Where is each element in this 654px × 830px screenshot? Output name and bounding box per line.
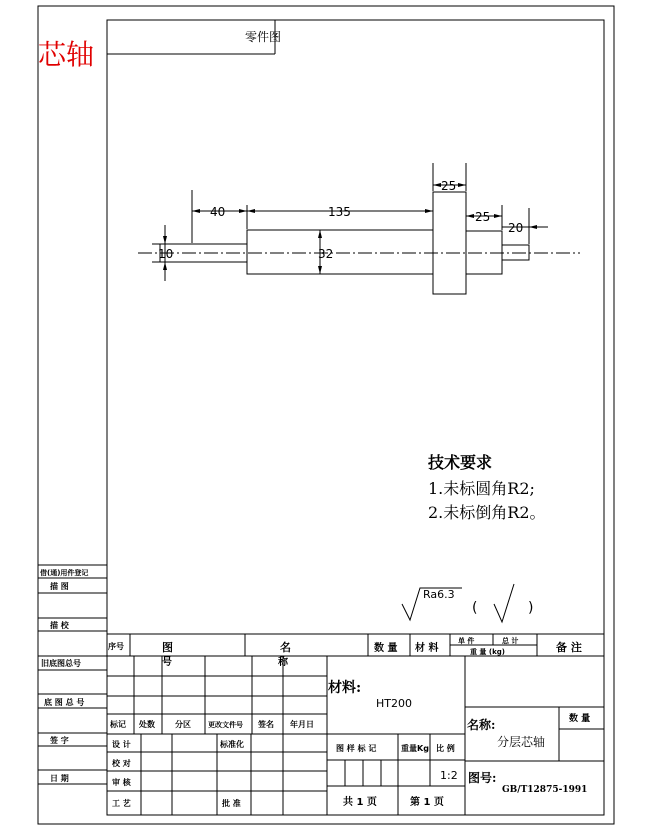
rev-doc: 更改文件号	[208, 721, 243, 729]
ph-drawing-no: 图	[162, 641, 173, 654]
ph-unit-weight: 单 件	[458, 637, 475, 645]
roughness-value: Ra6.3	[423, 588, 455, 601]
parts-header-grid	[107, 634, 604, 656]
name-value: 分层芯轴	[497, 735, 546, 749]
tb-drawing-no2: 号	[162, 657, 172, 668]
tb-review: 审 核	[112, 778, 131, 787]
ph-remark: 备 注	[556, 641, 582, 654]
tb-total-pages: 共 1 页	[343, 797, 377, 808]
tb-standardize: 标准化	[220, 740, 244, 749]
tb-weight: 重量Kg	[401, 744, 429, 753]
lc-date: 日 期	[50, 774, 69, 783]
tb-process: 工 艺	[112, 799, 131, 808]
dimension-arrows	[163, 183, 537, 274]
tb-check: 校 对	[112, 759, 131, 768]
tb-name2: 称	[278, 657, 288, 668]
ph-qty: 数 量	[374, 643, 398, 654]
rev-date: 年月日	[290, 720, 314, 729]
lc-trace-check: 描 校	[50, 621, 69, 630]
top-tag: 零件图	[245, 30, 282, 44]
roughness-paren-left: (	[472, 600, 478, 616]
drawing-no-value: GB/T12875-1991	[502, 785, 588, 795]
rev-sign: 签名	[258, 720, 274, 729]
roughness-paren-right: )	[528, 600, 534, 616]
drawing-no-label: 图号:	[468, 771, 497, 785]
ph-material: 材 料	[415, 643, 439, 654]
tb-scale-value: 1:2	[440, 769, 458, 782]
dim-135: 135	[328, 205, 351, 219]
ph-weight-label: 重 量 (kg)	[470, 648, 505, 656]
dim-25-collar: 25	[441, 179, 457, 193]
tb-qty-label: 数 量	[569, 714, 591, 724]
lc-trace: 描 图	[50, 582, 69, 591]
lc-old-base: 旧底图总号	[41, 659, 81, 668]
tech-line-2: 2.未标倒角R2。	[428, 503, 546, 522]
name-label: 名称:	[467, 718, 496, 732]
roughness-symbol	[402, 584, 514, 622]
rev-count: 处数	[139, 720, 155, 729]
dim-10: 10	[158, 247, 174, 261]
tb-scale: 比 例	[436, 744, 455, 753]
part-title: 芯轴	[38, 38, 95, 71]
tech-line-1: 1.未标圆角R2;	[428, 479, 535, 498]
dim-40: 40	[210, 205, 226, 219]
material-value: HT200	[376, 697, 412, 710]
left-column-grid	[38, 565, 107, 784]
tb-design: 设 计	[112, 740, 131, 749]
ph-total-weight: 总 计	[502, 637, 519, 645]
lc-base: 底 图 总 号	[44, 698, 85, 707]
rev-zone: 分区	[175, 720, 191, 729]
dim-20: 20	[508, 221, 524, 235]
shaft-collar	[433, 192, 466, 294]
lc-reuse: 借(通)用件登记	[40, 569, 89, 577]
ph-seq: 序号	[108, 642, 124, 651]
tech-heading: 技术要求	[428, 453, 493, 472]
ph-name: 名	[280, 641, 291, 654]
lc-sign: 签 字	[50, 736, 69, 745]
tb-page-no: 第 1 页	[410, 797, 444, 808]
outer-frame	[38, 6, 614, 824]
tb-stage-mark: 图 样 标 记	[336, 744, 377, 753]
dim-32: 32	[318, 247, 334, 261]
dim-25-neck: 25	[475, 210, 491, 224]
shaft-body	[247, 230, 433, 274]
rev-mark: 标记	[110, 720, 126, 729]
material-label: 材料:	[328, 680, 362, 696]
tb-approve: 批 准	[222, 799, 241, 808]
